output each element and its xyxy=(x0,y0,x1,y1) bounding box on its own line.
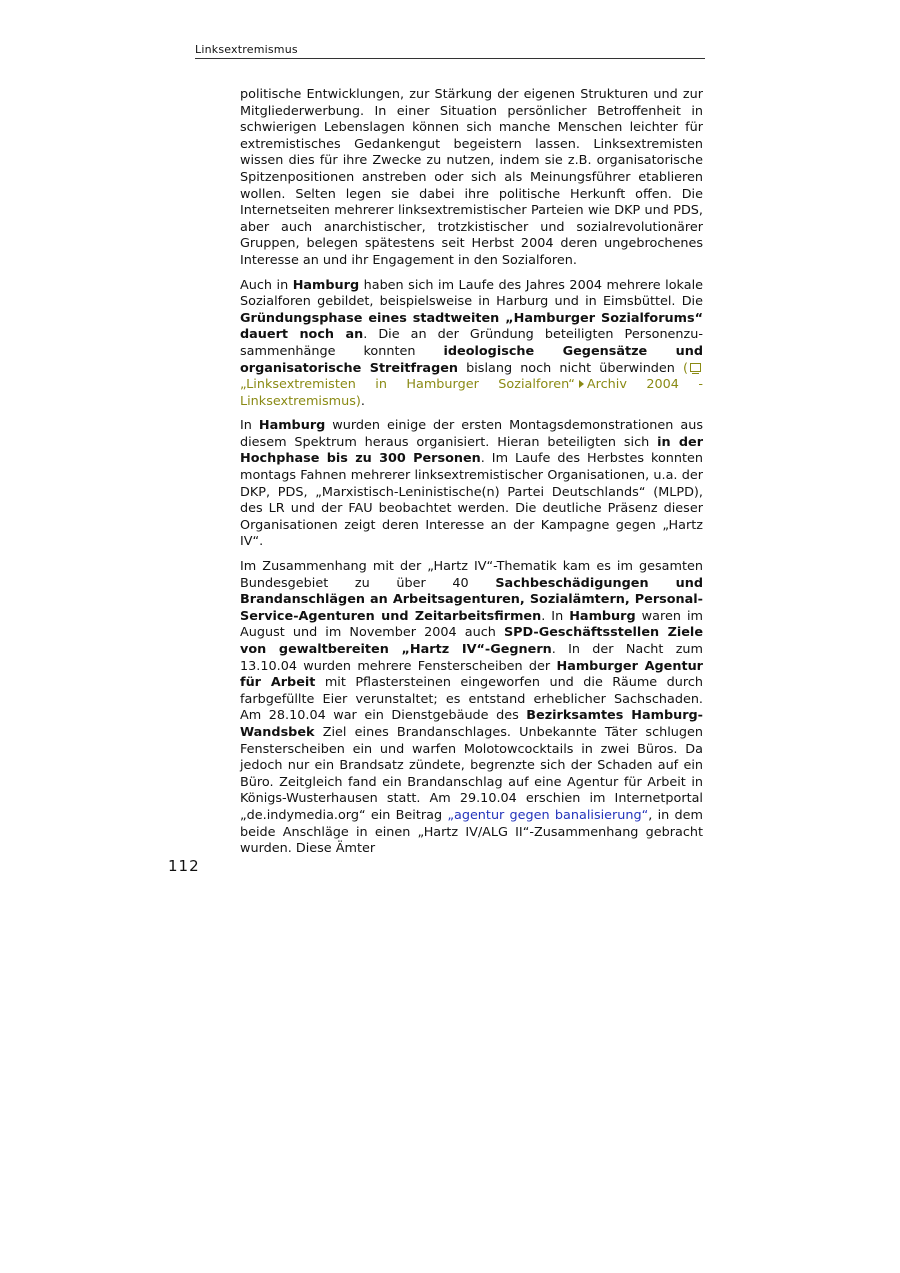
bold-run: Gründungsphase eines stadtweiten „Hamburger Sozialforums“ dauert noch an xyxy=(240,310,703,343)
bold-run: Hamburg xyxy=(258,418,326,434)
text-run: mit Pflastersteinen eingeworfen und die Räume durch farbgefüllte Eier verunstaltet; es entstand erheblicher Sachschaden. Am 28.10.04 war ein Dienstgebäude des xyxy=(240,675,703,724)
body-text xyxy=(240,87,703,866)
computer-icon xyxy=(690,363,701,372)
paragraph-2 xyxy=(240,278,703,411)
text-run: Ziel eines Brandanschlages. Unbekannte Täter schlugen Fensterscheiben ein und warfen Molotowcocktails in zwei Büros. Da jedoch nur ein Brandsatz zündete, begrenzte sich der Schaden auf ein Büro. Zeitgleich fand ein Brandanschlag auf eine Agentur für Arbeit in Königs-Wusterhausen statt. Am 29.10.04 erschien im Internetportal „de.indymedia.org“ ein Beitrag xyxy=(240,724,703,823)
bold-run: Hamburg xyxy=(569,608,636,624)
link-paren: ( xyxy=(683,360,688,376)
bold-run: Hamburg xyxy=(292,277,360,293)
bold-run: Hamburger Agentur für Arbeit xyxy=(240,658,703,691)
bold-run: Sachbeschädigungen und Brandanschlägen an Arbeitsagenturen, Sozialämtern, Personal-Service-Agenturen und Zeitarbeitsfirmen xyxy=(240,575,703,624)
text-run: . xyxy=(360,393,365,409)
paragraph-1: politische Entwicklungen, zur Stärkung der eigenen Strukturen und zur Mitgliederwerbung. In einer Situation persönlicher Betroffenheit in schwierigen Lebenslagen können sich manche Menschen leichter für extremistisches Gedankengut begeistern lassen. Linksextremisten wissen dies für ihre Zwecke zu nutzen, indem sie z.B. organisatorische Spitzenpositionen anstreben oder sich als Meinungsführer etablieren wollen. Selten legen sie dabei ihre politische Herkunft offen. Die Internetseiten mehrerer linksextremistischer Parteien wie DKP und PDS, aber auch anarchistischer, trotzkistischer und sozialrevolutionärer Gruppen, belegen spätestens seit Herbst 2004 deren ungebrochenes Interesse an und ihr Engagement in den Sozialforen. xyxy=(240,87,703,268)
bold-run: SPD-Geschäftsstellen Ziele von gewaltbereiten „Hartz IV“-Gegnern xyxy=(240,625,703,657)
text-run: . Im Laufe des Herbstes konnten montags Fahnen mehrerer linksextremistischer Organisationen, u.a. der DKP, PDS, „Marxistisch-Leninistische(n) Partei Deutschlands“ (MLPD), des LR und der FAU beobachtet werden. Die deutliche Präsenz dieser Organisationen zeigt deren Interesse an der Kampagne gegen „Hartz IV“. xyxy=(240,451,703,550)
link-paren: ) xyxy=(355,393,361,409)
triangle-right-icon xyxy=(579,380,584,388)
indymedia-article-link[interactable]: „agentur gegen banalisierung“ xyxy=(447,807,649,823)
running-header xyxy=(195,43,705,59)
bold-run: Bezirksamtes Hamburg-Wandsbek xyxy=(240,708,703,740)
text-run: , in dem beide Anschläge in einen „Hartz IV/ALG II“-Zusammenhang gebracht wurden. Diese Ämter xyxy=(240,807,703,857)
text-run: Auch in xyxy=(240,277,293,293)
page-number: 112 xyxy=(168,857,200,875)
paragraph-4 xyxy=(240,559,703,858)
text-run: Im Zusammenhang mit der „Hartz IV“-Thematik kam es im gesamten Bundesgebiet zu über 40 xyxy=(240,559,703,591)
bold-run: in der Hochphase bis zu 300 Personen xyxy=(240,434,704,467)
paragraph-3 xyxy=(240,418,703,551)
text-run: waren im August und im November 2004 auch xyxy=(240,608,703,641)
text-run: . In xyxy=(541,608,570,624)
bold-run: ideologische Gegensätze und organisatorische Streitfragen xyxy=(240,343,703,376)
text-run: bislang noch nicht überwinden xyxy=(458,360,683,376)
text-run: . Die an der Gründung beteiligten Personenzusammenhänge konnten xyxy=(240,327,703,359)
header-title: Linksextremismus xyxy=(195,43,298,56)
archive-link-text: Archiv 2004 - Linksextremismus xyxy=(240,377,703,409)
text-run: . In der Nacht zum 13.10.04 wurden mehrere Fensterscheiben der xyxy=(240,642,703,674)
text-run: In xyxy=(240,418,259,434)
link-text: „Linksextremisten in Hamburger Sozialforen“ xyxy=(240,377,575,393)
text-run: wurden einige der ersten Montagsdemonstrationen aus diesem Spektrum heraus organisiert. Hieran beteiligten sich xyxy=(240,418,704,450)
text-run: haben sich im Laufe des Jahres 2004 mehrere lokale Sozialforen gebildet, beispielsweise in Harburg und in Eimsbüttel. Die xyxy=(240,277,704,310)
